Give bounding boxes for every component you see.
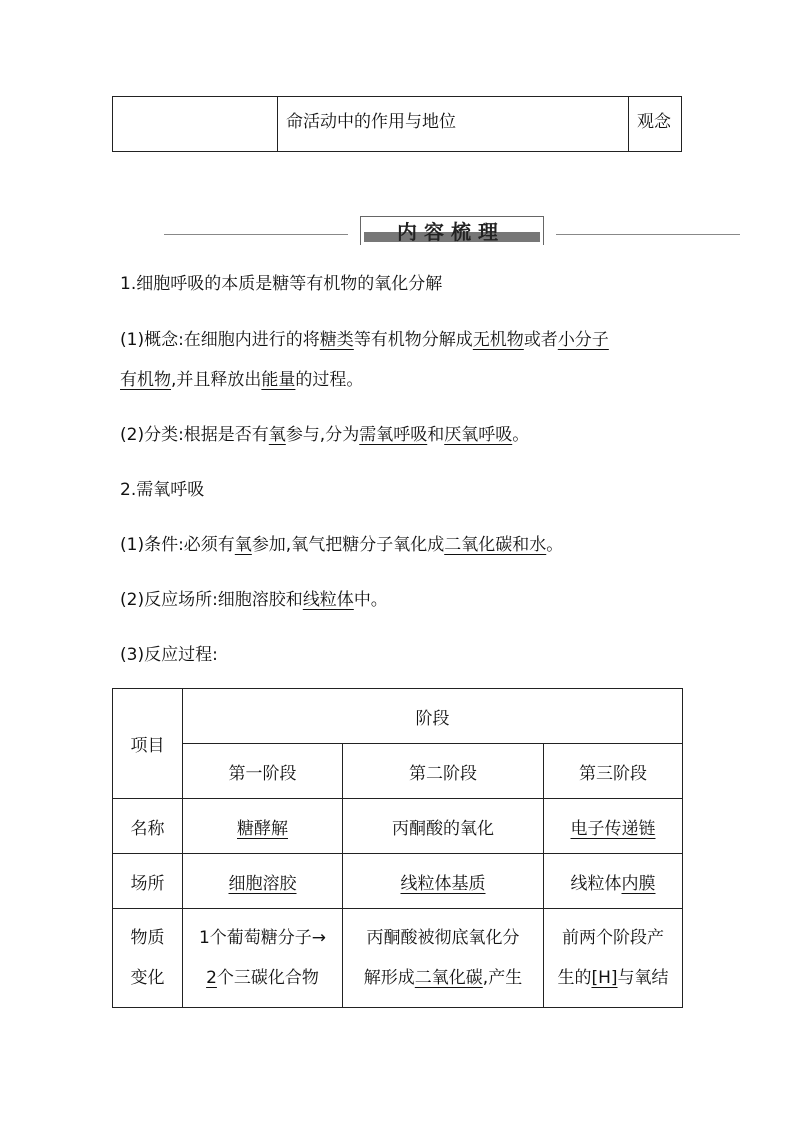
- text: 。: [546, 535, 564, 555]
- paragraph-1-2: [120, 424, 680, 446]
- name-stage-3: [544, 799, 683, 854]
- cell-line: [347, 958, 539, 998]
- text: 等有机物分解成: [353, 330, 473, 350]
- header-rule-right: [556, 234, 740, 235]
- site-stage-3: [544, 854, 683, 909]
- text: (2)反应场所:细胞溶胶和: [120, 590, 303, 610]
- blank-answer: 二氧化碳: [414, 968, 483, 988]
- text: 。: [512, 425, 530, 445]
- text: 的过程。: [295, 370, 364, 390]
- change-stage-1: [183, 909, 343, 1008]
- text: 参与,分为: [285, 425, 360, 445]
- paragraph-2-1: [120, 534, 680, 556]
- heading-1: 1.细胞呼吸的本质是糖等有机物的氧化分解: [120, 274, 443, 294]
- blank-answer: 二氧化碳和水: [444, 535, 547, 555]
- top-cell-label: 观念: [629, 97, 682, 152]
- cell-line: 1个葡萄糖分子→: [198, 928, 327, 948]
- text: 中。: [353, 590, 388, 610]
- text: 与氧结: [617, 968, 669, 988]
- blank-answer: 小分子: [557, 330, 609, 350]
- section-title: 内容梳理: [397, 220, 505, 244]
- header-stage-3: 第三阶段: [544, 744, 683, 799]
- top-cell-empty: [113, 97, 278, 152]
- header-stage-2: 第二阶段: [343, 744, 544, 799]
- text: (2)分类:根据是否有: [120, 425, 269, 445]
- top-table: [112, 96, 682, 152]
- blank-answer: 2: [206, 968, 217, 988]
- top-cell-content: 命活动中的作用与地位: [278, 97, 629, 152]
- cell-line: [187, 958, 338, 998]
- row-label-site: 场所: [113, 854, 183, 909]
- heading-2: 2.需氧呼吸: [120, 480, 205, 500]
- row-label-line: 变化: [130, 968, 165, 988]
- change-stage-3: [544, 909, 683, 1008]
- paragraph-1-1-line1: [120, 329, 680, 351]
- paragraph-2-2: [120, 589, 680, 611]
- blank-answer: 内膜: [621, 873, 656, 894]
- cell-line: [548, 958, 678, 998]
- text: 生的: [557, 968, 592, 988]
- blank-answer: 厌氧呼吸: [444, 425, 513, 445]
- blank-answer: 细胞溶胶: [228, 873, 297, 894]
- text: 线粒体: [570, 873, 622, 894]
- row-label-change: [113, 909, 183, 1008]
- blank-answer: 糖类: [319, 330, 354, 350]
- blank-answer: 氧: [234, 535, 252, 555]
- text: 或者: [523, 330, 558, 350]
- cell-line: 前两个阶段产: [562, 928, 664, 948]
- site-stage-1: [183, 854, 343, 909]
- text: ,产生: [482, 968, 523, 988]
- blank-answer: 糖酵解: [237, 818, 288, 839]
- respiration-table: [112, 688, 683, 1008]
- blank-answer: 线粒体: [302, 590, 354, 610]
- section-header: [164, 212, 740, 252]
- blank-answer: 有机物: [120, 370, 171, 390]
- header-stage-1: 第一阶段: [183, 744, 343, 799]
- text: (1)概念:在细胞内进行的将: [120, 330, 320, 350]
- row-label-name: 名称: [113, 799, 183, 854]
- header-item: 项目: [113, 689, 183, 799]
- change-stage-2: [343, 909, 544, 1008]
- text: 解形成: [363, 968, 415, 988]
- header-rule-left: [164, 234, 348, 235]
- name-stage-1: [183, 799, 343, 854]
- blank-answer: 无机物: [472, 330, 524, 350]
- blank-answer: 能量: [261, 370, 296, 390]
- blank-answer: 电子传递链: [570, 818, 656, 839]
- name-stage-2: 丙酮酸的氧化: [343, 799, 544, 854]
- text: 参加,氧气把糖分子氧化成: [251, 535, 445, 555]
- paragraph-1-1-line2: [120, 369, 680, 391]
- text: (1)条件:必须有: [120, 535, 235, 555]
- row-label-line: 物质: [130, 928, 165, 948]
- site-stage-2: [343, 854, 544, 909]
- blank-answer: 需氧呼吸: [359, 425, 428, 445]
- blank-answer: 氧: [268, 425, 286, 445]
- blank-answer: 线粒体基质: [400, 873, 486, 894]
- text: 个三碳化合物: [216, 968, 319, 988]
- paragraph-2-3: (3)反应过程:: [120, 645, 218, 665]
- text: 和: [427, 425, 445, 445]
- blank-answer: [H]: [591, 968, 618, 988]
- text: ,并且释放出: [171, 370, 262, 390]
- header-stage: 阶段: [183, 689, 683, 744]
- cell-line: 丙酮酸被彻底氧化分: [366, 928, 520, 948]
